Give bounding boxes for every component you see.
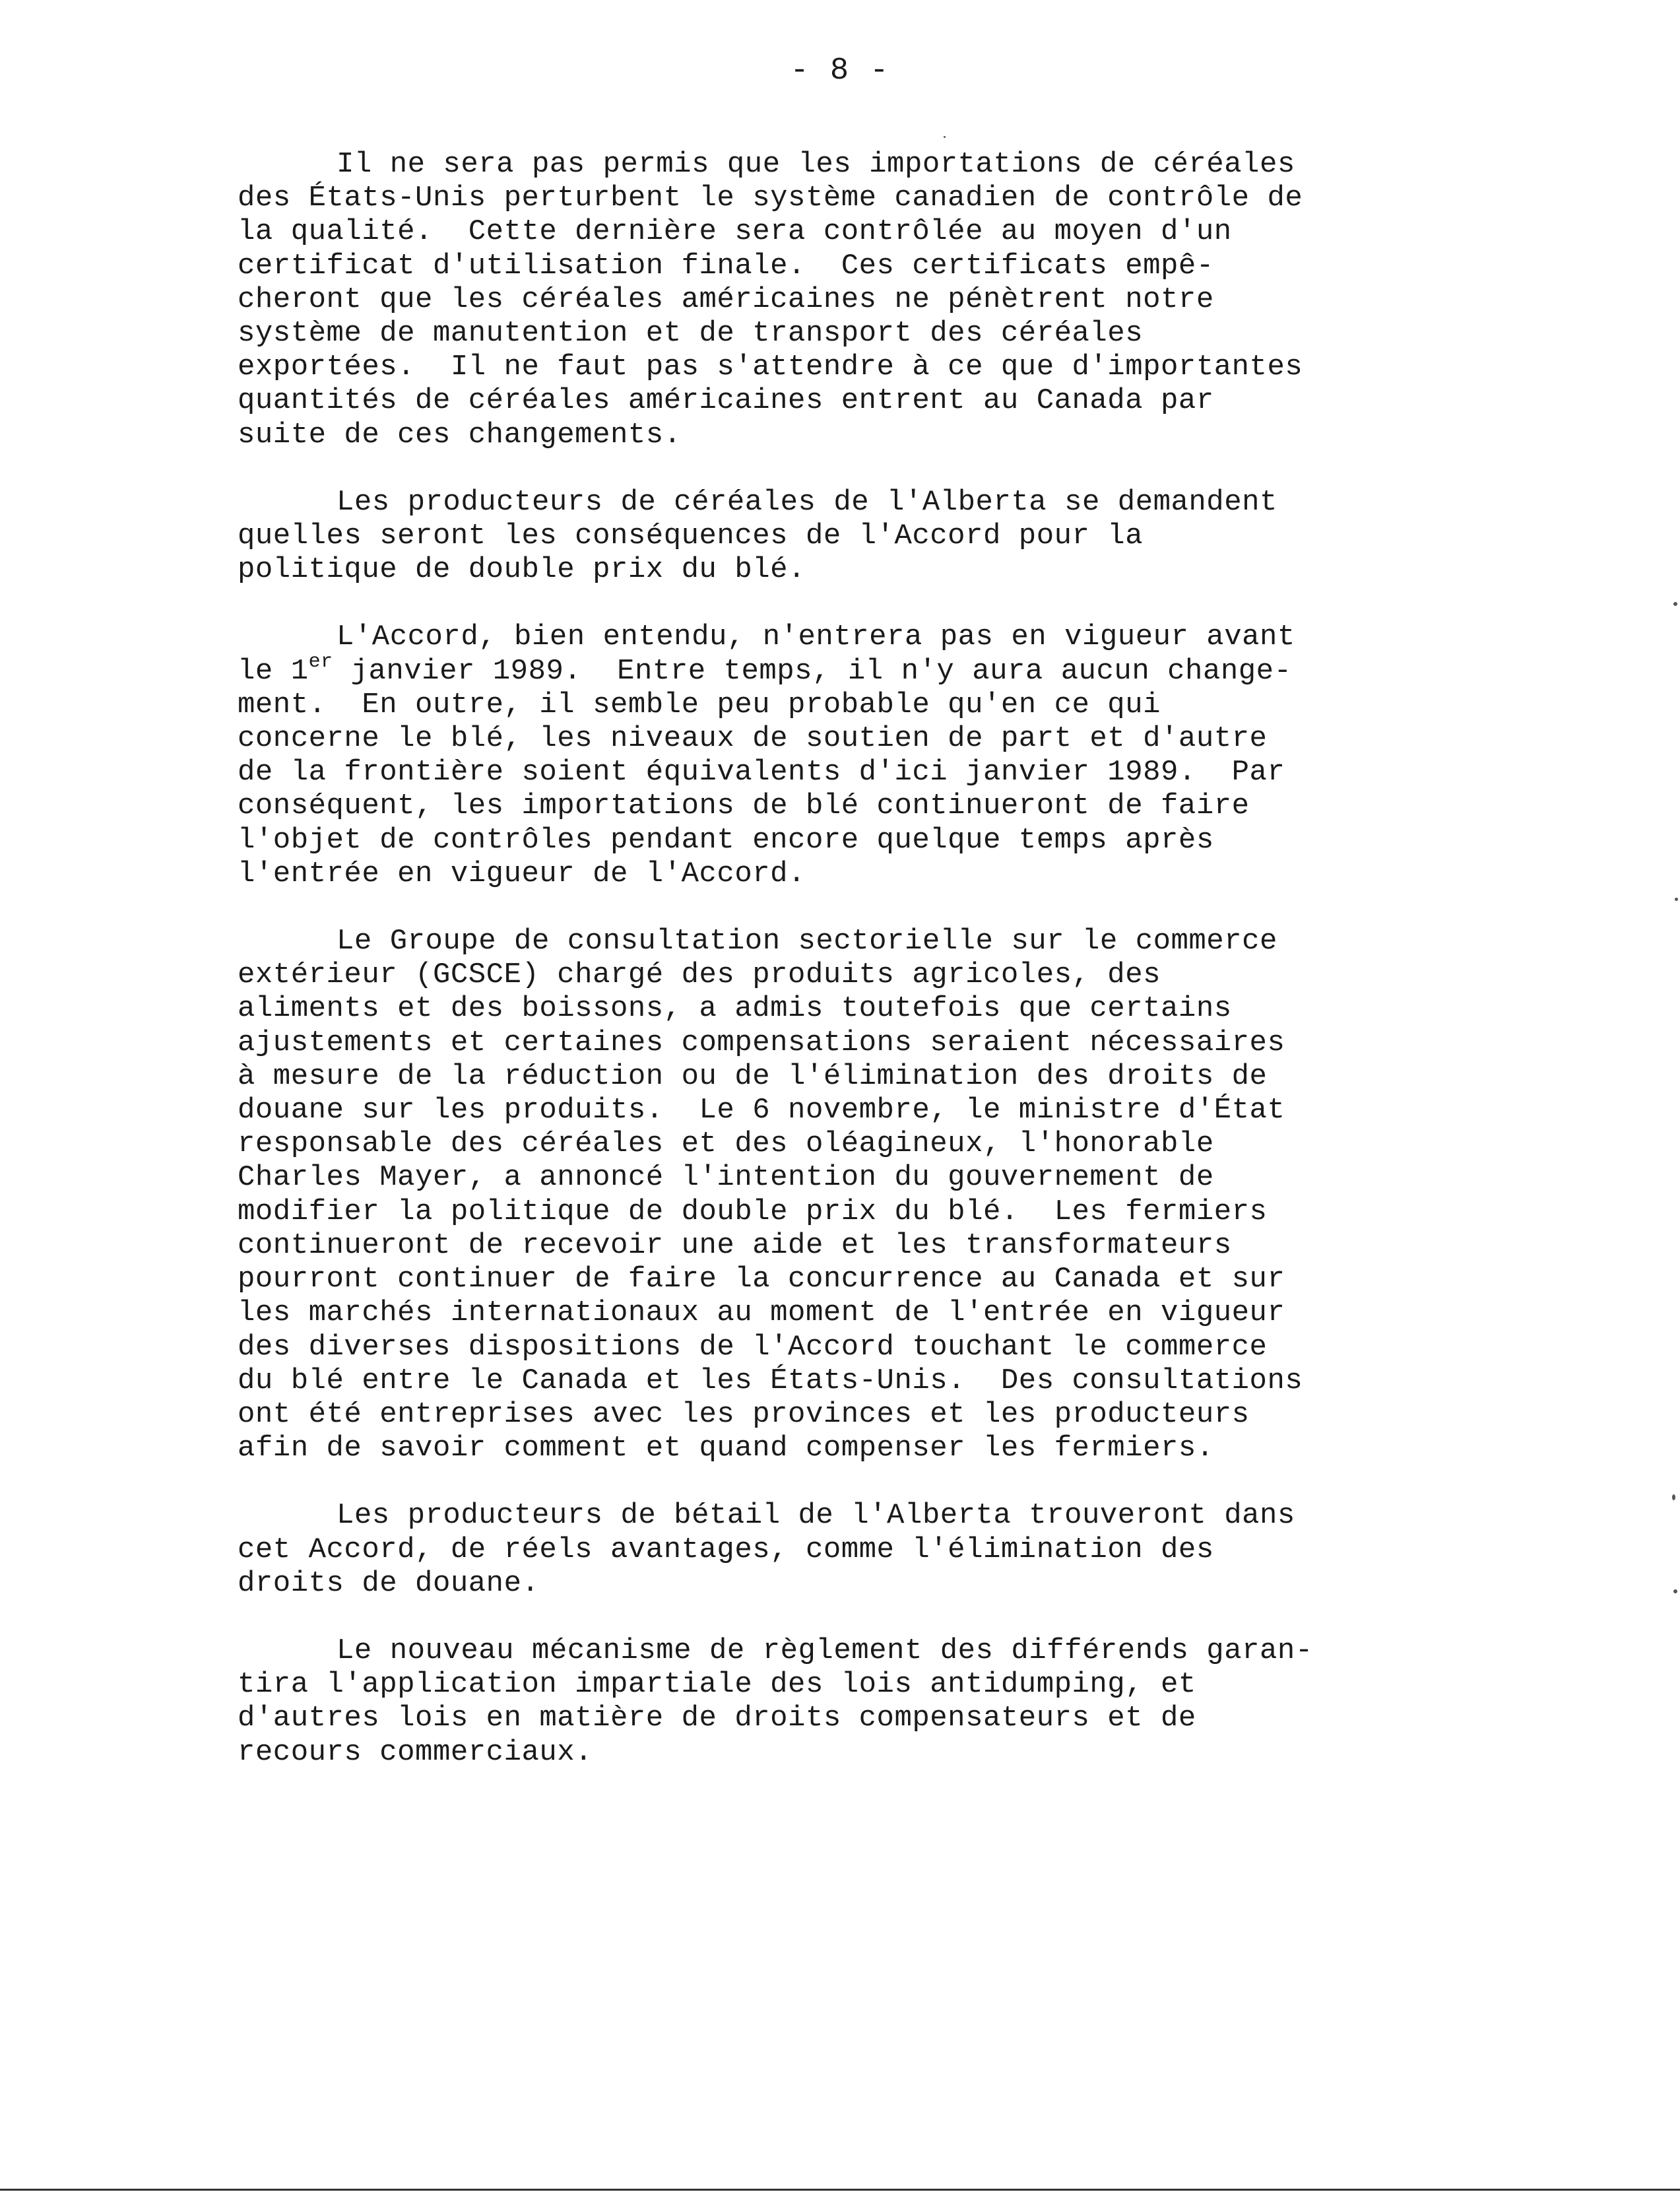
text-line: exportées. Il ne faut pas s'attendre à ce que d'importantes [238, 350, 1303, 384]
text-line: de la frontière soient équivalents d'ici janvier 1989. Par [238, 756, 1285, 789]
text-line: ajustements et certaines compensations seraient nécessaires [238, 1026, 1285, 1059]
scan-speck [1672, 1494, 1675, 1500]
text-line: douane sur les produits. Le 6 novembre, le ministre d'État [238, 1094, 1285, 1127]
text-line: Le nouveau mécanisme de règlement des différends garan- [337, 1634, 1313, 1667]
scan-speck [1673, 602, 1677, 606]
text-line: continueront de recevoir une aide et les transformateurs [238, 1228, 1232, 1262]
text-line: conséquent, les importations de blé continueront de faire [238, 789, 1250, 823]
text-line: tira l'application impartiale des lois antidumping, et [238, 1668, 1196, 1702]
text-line: extérieur (GCSCE) chargé des produits agricoles, des [238, 958, 1161, 992]
paragraph-1 [238, 148, 1491, 452]
text-line: afin de savoir comment et quand compenser les fermiers. [238, 1432, 1214, 1465]
text-line: suite de ces changements. [238, 418, 682, 451]
document-body [238, 148, 1491, 1803]
text-fragment: le 1 [238, 654, 309, 688]
paragraph-5 [238, 1499, 1491, 1601]
text-line: l'entrée en vigueur de l'Accord. [238, 857, 806, 890]
scan-speck [1673, 1589, 1677, 1593]
text-line: Charles Mayer, a annoncé l'intention du gouvernement de [238, 1161, 1214, 1195]
scan-speck [944, 136, 946, 138]
text-line: Le Groupe de consultation sectorielle sur le commerce [337, 925, 1277, 958]
paragraph-6 [238, 1634, 1491, 1770]
text-line: concerne le blé, les niveaux de soutien de part et d'autre [238, 722, 1268, 756]
text-line: L'Accord, bien entendu, n'entrera pas en vigueur avant [337, 620, 1295, 654]
text-line: responsable des céréales et des oléagineux, l'honorable [238, 1127, 1214, 1161]
text-line: d'autres lois en matière de droits compensateurs et de [238, 1702, 1196, 1735]
text-line: les marchés internationaux au moment de l'entrée en vigueur [238, 1296, 1285, 1330]
text-line: ont été entreprises avec les provinces et les producteurs [238, 1397, 1250, 1431]
text-line-with-superscript [238, 650, 1491, 688]
text-line: politique de double prix du blé. [238, 553, 806, 587]
text-line: à mesure de la réduction ou de l'élimination des droits de [238, 1059, 1268, 1093]
text-line: ment. En outre, il semble peu probable qu'en ce qui [238, 688, 1161, 721]
text-line: quantités de céréales américaines entrent au Canada par [238, 384, 1214, 418]
paragraph-3 [238, 620, 1491, 891]
text-line: cheront que les céréales américaines ne pénètrent notre [238, 282, 1214, 316]
text-line: des diverses dispositions de l'Accord touchant le commerce [238, 1330, 1268, 1364]
page-number: - 8 - [790, 53, 890, 88]
text-line: aliments et des boissons, a admis toutefois que certains [238, 992, 1232, 1026]
ordinal-superscript: er [308, 650, 333, 673]
text-line: certificat d'utilisation finale. Ces certificats empê- [238, 249, 1214, 282]
text-line: l'objet de contrôles pendant encore quelque temps après [238, 823, 1214, 857]
text-line: quelles seront les conséquences de l'Accord pour la [238, 519, 1144, 553]
text-line: des États-Unis perturbent le système canadien de contrôle de [238, 182, 1303, 215]
text-line: Les producteurs de céréales de l'Alberta se demandent [337, 485, 1277, 519]
text-line: système de manutention et de transport des céréales [238, 317, 1144, 350]
text-line: droits de douane. [238, 1566, 540, 1600]
text-line: du blé entre le Canada et les États-Unis. Des consultations [238, 1364, 1303, 1397]
text-line: cet Accord, de réels avantages, comme l'élimination des [238, 1533, 1214, 1566]
text-line: Il ne sera pas permis que les importations de céréales [337, 148, 1295, 181]
text-line: la qualité. Cette dernière sera contrôlée au moyen d'un [238, 215, 1232, 249]
scan-speck [1675, 898, 1678, 901]
text-line: pourront continuer de faire la concurrence au Canada et sur [238, 1263, 1285, 1296]
text-line: modifier la politique de double prix du blé. Les fermiers [238, 1195, 1268, 1228]
text-line: recours commerciaux. [238, 1735, 593, 1769]
page-bottom-edge [0, 2189, 1680, 2191]
text-fragment: janvier 1989. Entre temps, il n'y aura aucun change- [333, 654, 1292, 688]
paragraph-2 [238, 486, 1491, 587]
text-line: Les producteurs de bétail de l'Alberta trouveront dans [337, 1499, 1295, 1533]
paragraph-4 [238, 925, 1491, 1465]
